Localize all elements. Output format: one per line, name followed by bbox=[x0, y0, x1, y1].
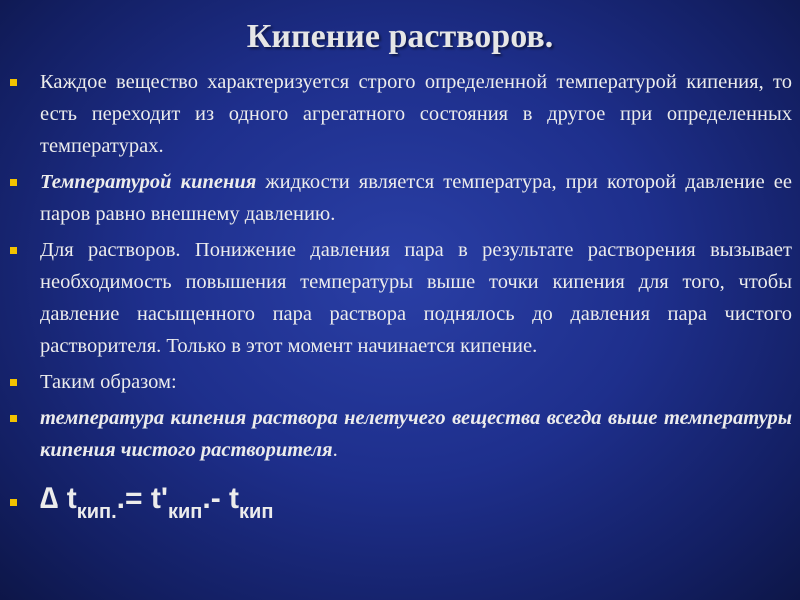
bullet-icon bbox=[10, 79, 17, 86]
conclusion-statement: температура кипения раствора нелетучего вещества всегда выше температуры кипения чистого растворителя bbox=[40, 407, 792, 461]
formula-sub-2: кип bbox=[167, 501, 203, 523]
bullet-icon bbox=[10, 179, 17, 186]
list-item bbox=[10, 366, 792, 398]
slide-body bbox=[10, 66, 792, 535]
formula-sub-3: кип bbox=[239, 501, 274, 523]
list-item bbox=[10, 234, 792, 362]
item-text: Для растворов. Понижение давления пара в результате растворения вызывает необходимость повышения температуры выше точки кипения для того, чтобы давление насыщенного пара раствора поднялось до давления пара чистого растворителя. Только в этот момент начинается кипение. bbox=[40, 239, 792, 357]
bullet-icon bbox=[10, 499, 17, 506]
item-text: Каждое вещество характеризуется строго определенной температурой кипения, то есть переходит из одного агрегатного состояния в другое при определенных температурах. bbox=[40, 71, 792, 157]
list-item bbox=[10, 166, 792, 230]
bullet-icon bbox=[10, 247, 17, 254]
list-item bbox=[10, 402, 792, 466]
bullet-icon bbox=[10, 379, 17, 386]
formula-delta-t: ∆ t bbox=[40, 482, 77, 515]
bullet-icon bbox=[10, 415, 17, 422]
slide-title: Кипение растворов. bbox=[246, 18, 554, 55]
formula-sub-1: кип. bbox=[76, 501, 117, 523]
item-text: Таким образом: bbox=[40, 371, 177, 393]
item-tail: . bbox=[332, 439, 338, 461]
item-text: жидкости является температура, при которой давление ее паров равно внешнему давлению. bbox=[40, 171, 792, 225]
formula-eq: .= t' bbox=[116, 482, 168, 515]
boiling-point-formula bbox=[10, 476, 792, 535]
term-boiling-temperature: Температурой кипения bbox=[40, 171, 257, 193]
formula-minus: .- t bbox=[202, 482, 240, 515]
list-item bbox=[10, 66, 792, 162]
